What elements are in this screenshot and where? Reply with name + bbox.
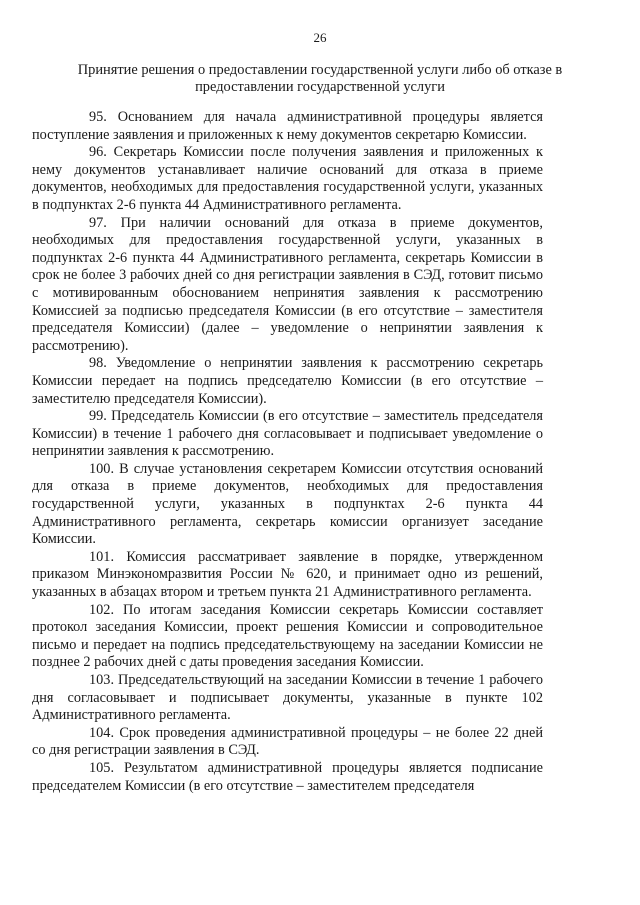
paragraph-96: 96. Секретарь Комиссии после получения заявления и приложенных к нему документов устанавливает наличие оснований для отказа в приеме документов, необходимых для предоставления государственной услуги, указанных в подпунктах 2-6 пункта 44 Административного регламента. [32,144,543,213]
document-body [32,109,543,795]
section-heading: Принятие решения о предоставлении государственной услуги либо об отказе в предоставлении государственной услуги [77,62,563,95]
paragraph-97: 97. При наличии оснований для отказа в приеме документов, необходимых для предоставления государственной услуги, указанных в подпунктах 2-6 пункта 44 Административного регламента, секретарь Комиссии в срок не более 3 рабочих дней со дня регистрации заявления в СЭД, готовит письмо с мотивированным обоснованием непринятия заявления к рассмотрению Комиссией за подписью председателя Комиссии (в его отсутствие – заместителя председателя Комиссии) (далее – уведомление о непринятии заявления к рассмотрению). [32,214,543,354]
paragraph-102: 102. По итогам заседания Комиссии секретарь Комиссии составляет протокол заседания Комиссии, проект решения Комиссии и сопроводительное письмо и передает на подпись председательствующему на заседании Комиссии не позднее 2 рабочих дней с даты проведения заседания Комиссии. [32,601,543,671]
paragraph-100: 100. В случае установления секретарем Комиссии отсутствия оснований для отказа в приеме документов, необходимых для предоставления государственной услуги, указанных в подпунктах 2-6 пункта 44 Административного регламента, секретарь комиссии организует заседание Комиссии. [32,460,543,548]
paragraph-105: 105. Результатом административной процедуры является подписание председателем Комиссии (в его отсутствие – заместителем председателя [32,759,543,794]
paragraph-104: 104. Срок проведения административной процедуры – не более 22 дней со дня регистрации заявления в СЭД. [32,724,543,759]
paragraph-101: 101. Комиссия рассматривает заявление в порядке, утвержденном приказом Минэкономразвития России № 620, и принимает одно из решений, указанных в абзацах втором и третьем пункта 21 Административного регламента. [32,548,543,601]
paragraph-95: 95. Основанием для начала административной процедуры является поступление заявления и приложенных к нему документов секретарю Комиссии. [32,109,543,143]
paragraph-99: 99. Председатель Комиссии (в его отсутствие – заместитель председателя Комиссии) в течение 1 рабочего дня согласовывает и подписывает уведомление о непринятии заявления к рассмотрению. [32,408,543,460]
page-number: 26 [313,30,327,45]
paragraph-98: 98. Уведомление о непринятии заявления к рассмотрению секретарь Комиссии передает на подпись председателю Комиссии (в его отсутствие – заместителю председателя Комиссии). [32,355,543,407]
paragraph-103: 103. Председательствующий на заседании Комиссии в течение 1 рабочего дня согласовывает и подписывает документы, указанные в пункте 102 Административного регламента. [32,672,543,724]
